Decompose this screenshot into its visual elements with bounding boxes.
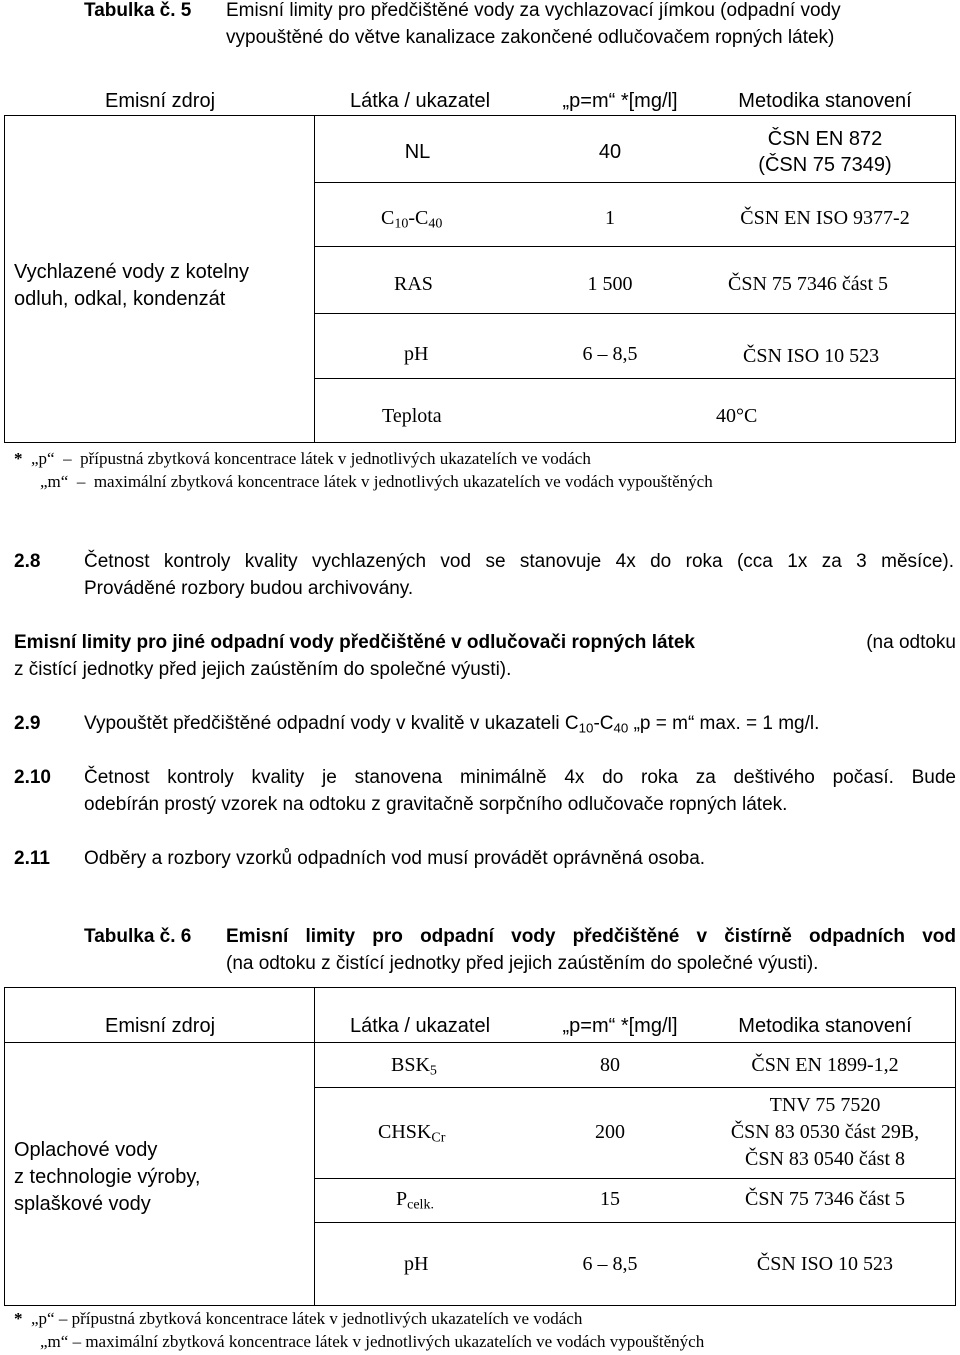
table5-row-c-method: ČSN EN ISO 9377-2 (740, 207, 910, 229)
p210-number: 2.10 (14, 767, 51, 788)
table5-caption-label: Tabulka č. 5 (84, 0, 192, 21)
table5-row-ph-value: 6 – 8,5 (582, 343, 638, 365)
fn-m-key: „m“ (40, 472, 69, 491)
table5-caption-line2: vypouštěné do větve kanalizace zakončené odlučovačem ropných látek) (226, 27, 835, 48)
table5-header-value: „p=m“ *[mg/l] (562, 90, 678, 112)
table5-row-ph-substance: pH (404, 343, 429, 365)
table5-caption-line1: Emisní limity pro předčištěné vody za vychlazovací jímkou (odpadní vody (226, 0, 841, 21)
chsk-sub: Cr (431, 1130, 446, 1146)
emis-para-line1 (14, 632, 956, 654)
table6-row-p-value: 15 (600, 1188, 620, 1210)
p29-number: 2.9 (14, 713, 41, 734)
table6-row-ph-method: ČSN ISO 10 523 (756, 1253, 894, 1275)
p-base: P (396, 1188, 408, 1210)
p28-line2: Prováděné rozbory budou archivovány. (84, 578, 414, 599)
table5-row-c-substance (381, 207, 442, 230)
table5-row-nl-value: 40 (598, 141, 622, 163)
fn6-star: * (14, 1309, 23, 1328)
c-sub1: 10 (394, 216, 409, 232)
p211-number: 2.11 (14, 848, 50, 869)
table6-row-bsk-substance (391, 1054, 437, 1077)
emis-rest: (na odtoku (866, 632, 956, 653)
table6-row-bsk-value: 80 (600, 1054, 620, 1076)
table6-footnote-p: * „p“ – přípustná zbytková koncentrace látek v jednotlivých ukazatelích ve vodách (14, 1309, 583, 1328)
table6-caption-line1: Emisní limity pro odpadní vody předčištěné v čistírně odpadních vod (226, 926, 956, 947)
fn6-m-text: maximální zbytková koncentrace látek v jednotlivých ukazatelích ve vodách vypouštěných (85, 1332, 705, 1351)
table6-header-method: Metodika stanovení (738, 1015, 912, 1037)
table5-header-substance: Látka / ukazatel (349, 90, 491, 112)
table6-row-chsk-method1: TNV 75 7520 (769, 1094, 881, 1116)
fn-star: * (14, 449, 23, 468)
p29-b: „p = m“ max. = 1 mg/l. (628, 713, 820, 734)
emis-para-line2: z čistící jednotky před jejich zaústěním do společné výusti). (14, 659, 512, 680)
c-sub2: 40 (428, 216, 443, 232)
p29-sub2: 40 (613, 720, 629, 736)
table6-caption-line2: (na odtoku z čistící jednotky před jejich zaústěním do společné výusti). (226, 953, 819, 974)
fn6-p-text: přípustná zbytková koncentrace látek v jednotlivých ukazatelích ve vodách (71, 1309, 583, 1328)
table6-row-p-substance (396, 1188, 434, 1211)
table5-header-method: Metodika stanovení (738, 90, 912, 112)
table5-row-ras-substance: RAS (394, 273, 433, 295)
table5-row-ras-value: 1 500 (587, 273, 633, 295)
p28-line1: Četnost kontroly kvality vychlazených vod se stanovuje 4x do roka (cca 1x za 3 měsíce). (84, 551, 954, 572)
p28-number: 2.8 (14, 551, 41, 572)
table5-footnote-p: * „p“ – přípustná zbytková koncentrace látek v jednotlivých ukazatelích ve vodách (14, 449, 591, 468)
table6-header-value: „p=m“ *[mg/l] (562, 1015, 678, 1037)
table6-footnote-m: „m“ – maximální zbytková koncentrace látek v jednotlivých ukazatelích ve vodách vypouštěných (40, 1332, 705, 1351)
p29-sub1: 10 (578, 720, 594, 736)
table5-row-nl-substance: NL (404, 141, 431, 163)
table5-row-temp-substance: Teplota (382, 405, 442, 427)
table6-row-chsk-substance (378, 1121, 445, 1144)
table6-row-chsk-method3: ČSN 83 0540 část 8 (745, 1148, 905, 1170)
table5-source-line1: Vychlazené vody z kotelny (14, 261, 249, 283)
p210-line1: Četnost kontroly kvality je stanovena minimálně 4x do roka za deštivého počasí. Bude (84, 767, 956, 788)
table5-row-ras-method: ČSN 75 7346 část 5 (728, 273, 888, 295)
table6-source-line1: Oplachové vody (14, 1139, 158, 1161)
table5-row-temp-value: 40°C (716, 405, 758, 427)
fn-p-key: „p“ (31, 449, 55, 468)
table5-row-nl-method2: (ČSN 75 7349) (758, 154, 892, 176)
table6-row-ph-substance: pH (404, 1253, 429, 1275)
fn6-m-key: „m“ (40, 1332, 69, 1351)
table6-caption-label: Tabulka č. 6 (84, 926, 192, 947)
table6-source-line3: splaškové vody (14, 1193, 151, 1215)
table6-source-line2: z technologie výroby, (14, 1166, 201, 1188)
p29-a: Vypouštět předčištěné odpadní vody v kvalitě v ukazateli C (84, 713, 579, 734)
p-sub: celk. (407, 1197, 434, 1213)
table5-source-line2: odluh, odkal, kondenzát (14, 288, 226, 310)
emis-bold: Emisní limity pro jiné odpadní vody předčištěné v odlučovači ropných látek (14, 632, 695, 653)
bsk-base: BSK (391, 1054, 430, 1076)
table6-header-source: Emisní zdroj (104, 1015, 216, 1037)
fn-m-text: maximální zbytková koncentrace látek v jednotlivých ukazatelích ve vodách vypouštěných (93, 472, 713, 491)
p29-dash: -C (593, 713, 614, 734)
table6-row-bsk-method: ČSN EN 1899-1,2 (751, 1054, 899, 1076)
p210-line2: odebírán prostý vzorek na odtoku z gravitačně sorpčního odlučovače ropných látek. (84, 794, 788, 815)
table5-header-source: Emisní zdroj (104, 90, 216, 112)
table5-row-c-value: 1 (605, 207, 615, 229)
table6-row-chsk-method2: ČSN 83 0530 část 29B, (730, 1121, 920, 1143)
table6-row-ph-value: 6 – 8,5 (582, 1253, 638, 1275)
table5-row-nl-method1: ČSN EN 872 (767, 128, 883, 150)
table5-row-ph-method: ČSN ISO 10 523 (743, 345, 880, 367)
table5-footnote-m: „m“ – maximální zbytková koncentrace látek v jednotlivých ukazatelích ve vodách vypouštěných (40, 472, 713, 491)
c-dash: -C (408, 207, 429, 229)
p211-text: Odběry a rozbory vzorků odpadních vod musí provádět oprávněná osoba. (84, 848, 706, 869)
fn-p-text: přípustná zbytková koncentrace látek v jednotlivých ukazatelích ve vodách (80, 449, 591, 468)
table6-row-chsk-value: 200 (595, 1121, 625, 1143)
fn6-p-key: „p“ (31, 1309, 55, 1328)
bsk-sub: 5 (429, 1063, 437, 1079)
table6-header-substance: Látka / ukazatel (349, 1015, 491, 1037)
p29-text (84, 713, 819, 735)
chsk-base: CHSK (378, 1121, 432, 1143)
c-base: C (381, 207, 395, 229)
table6-row-p-method: ČSN 75 7346 část 5 (745, 1188, 905, 1210)
